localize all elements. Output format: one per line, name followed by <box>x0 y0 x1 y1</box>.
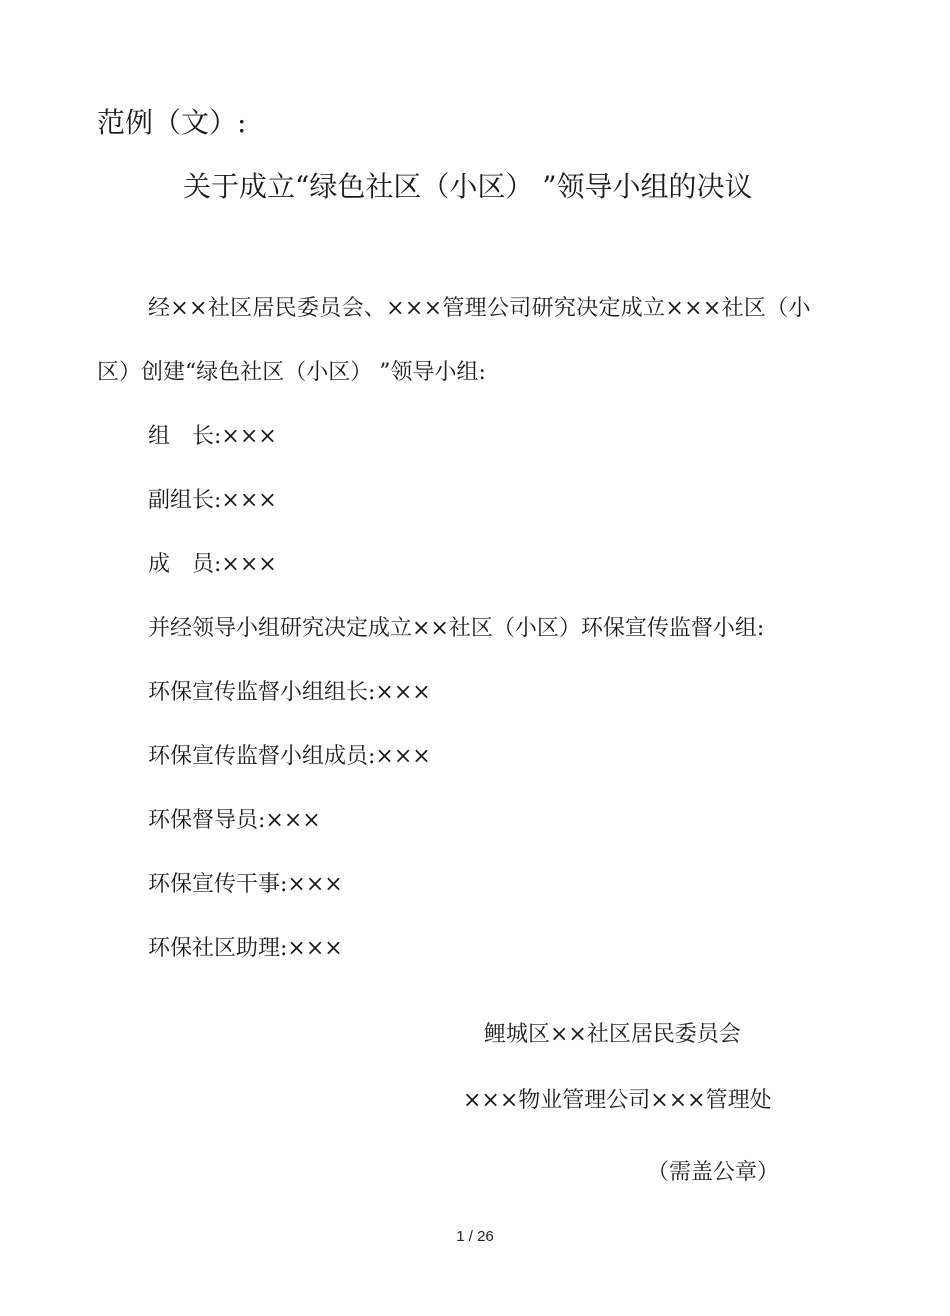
supervision-group-leader: 环保宣传监督小组组长:××× <box>148 680 431 705</box>
supervision-intro: 并经领导小组研究决定成立××社区（小区）环保宣传监督小组: <box>148 616 765 641</box>
leader-group-leader: 组 长:××× <box>148 424 277 449</box>
signature-property-company: ×××物业管理公司×××管理处 <box>463 1088 772 1113</box>
publicity-officer: 环保宣传干事:××× <box>148 872 343 897</box>
paragraph-line-2: 区）创建“绿色社区（小区） ”领导小组: <box>97 360 486 385</box>
document-title: 关于成立“绿色社区（小区） ”领导小组的决议 <box>183 170 753 203</box>
document-heading: 范例（文）: <box>97 106 247 139</box>
page-indicator: 1 / 26 <box>456 1228 494 1245</box>
paragraph-line-1: 经××社区居民委员会、×××管理公司研究决定成立×××社区（小 <box>148 296 811 321</box>
community-assistant: 环保社区助理:××× <box>148 936 343 961</box>
environmental-supervisor: 环保督导员:××× <box>148 808 321 833</box>
leader-group-deputy: 副组长:××× <box>148 488 277 513</box>
leader-group-members: 成 员:××× <box>148 552 277 577</box>
supervision-group-members: 环保宣传监督小组成员:××× <box>148 744 431 769</box>
seal-note: （需盖公章） <box>647 1160 780 1185</box>
signature-committee: 鲤城区××社区居民委员会 <box>484 1022 741 1047</box>
